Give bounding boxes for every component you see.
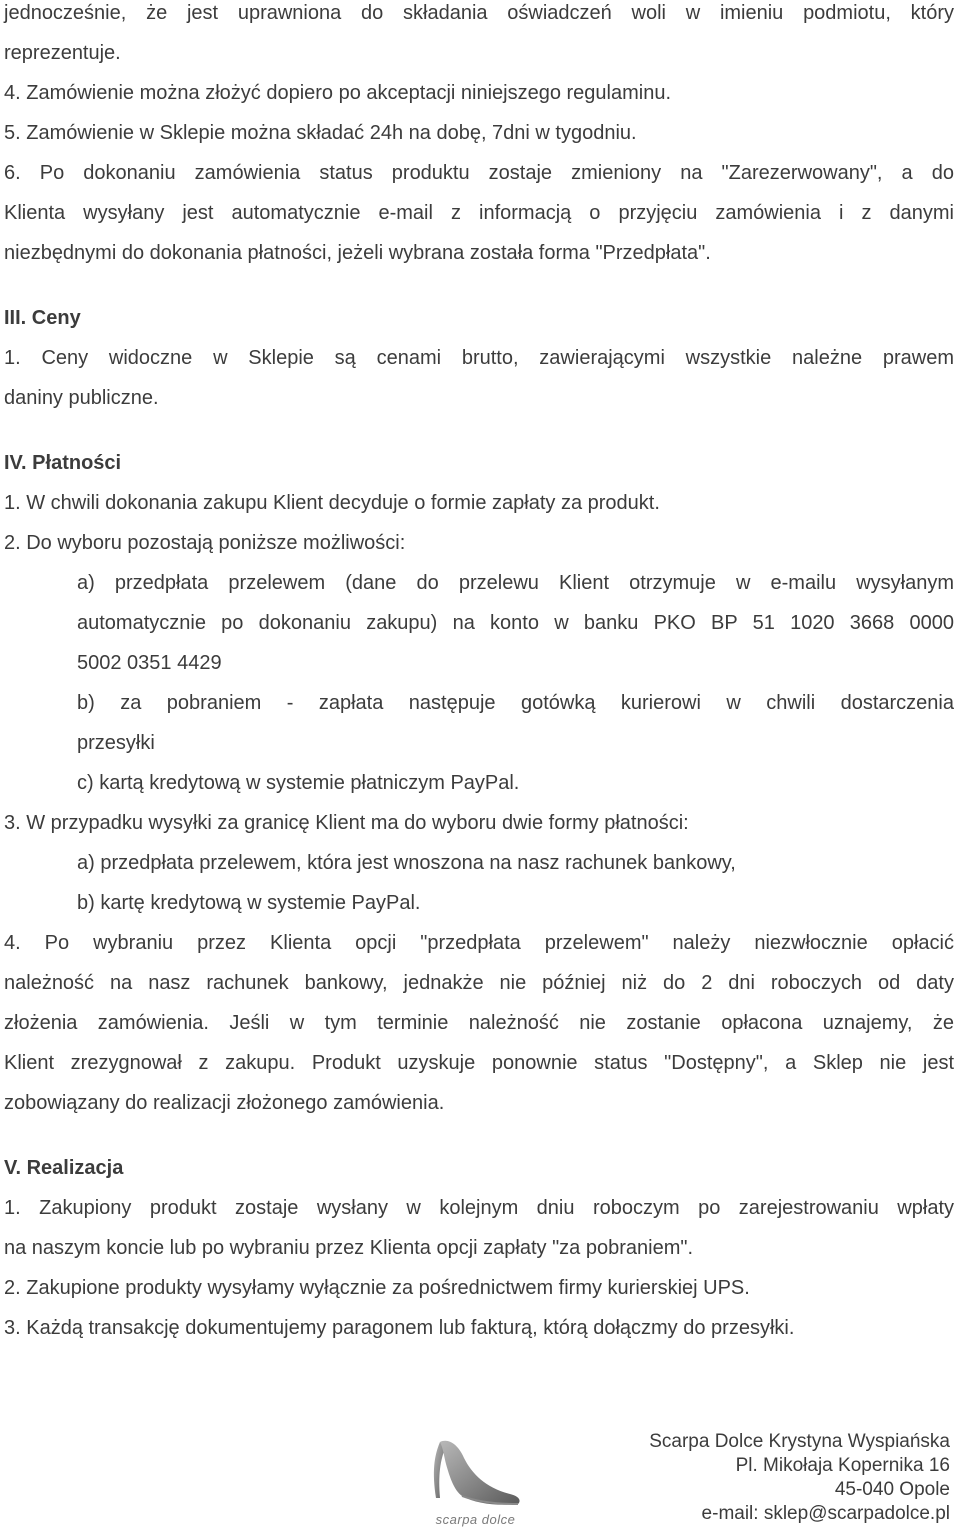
paragraph-line: daniny publiczne. <box>4 387 159 409</box>
section-heading-ceny: III. Ceny <box>4 307 81 329</box>
list-item-2: 2. Zakupione produkty wysyłamy wyłącznie za pośrednictwem firmy kurierskiej UPS. <box>4 1277 750 1299</box>
company-city: 45-040 Opole <box>834 1479 950 1500</box>
paragraph-line: jednocześnie, że jest uprawniona do składania oświadczeń woli w imieniu podmiotu, który <box>4 2 954 24</box>
list-item-1: 1. Ceny widoczne w Sklepie są cenami brutto, zawierającymi wszystkie należne prawem <box>4 347 954 369</box>
paragraph-line: automatycznie po dokonaniu zakupu) na konto w banku PKO BP 51 1020 3668 0000 <box>77 612 954 634</box>
list-item-5: 5. Zamówienie w Sklepie można składać 24h na dobę, 7dni w tygodniu. <box>4 122 637 144</box>
logo-wordmark: scarpa dolce <box>435 1512 516 1527</box>
sub-item-b: b) kartę kredytową w systemie PayPal. <box>77 892 421 914</box>
list-item-2: 2. Do wyboru pozostają poniższe możliwości: <box>4 532 406 554</box>
section-heading-platnosci: IV. Płatności <box>4 452 122 474</box>
paragraph-line: reprezentuje. <box>4 42 121 64</box>
paragraph-line: zobowiązany do realizacji złożonego zamówienia. <box>4 1092 445 1114</box>
sub-item-b: b) za pobraniem - zapłata następuje gotówką kurierowi w chwili dostarczenia <box>77 692 954 714</box>
list-item-1: 1. Zakupiony produkt zostaje wysłany w kolejnym dniu roboczym po zarejestrowaniu wpłaty <box>4 1197 954 1219</box>
list-item-3: 3. W przypadku wysyłki za granicę Klient ma do wyboru dwie formy płatności: <box>4 812 689 834</box>
company-contact <box>649 1430 950 1526</box>
paragraph-line: 5002 0351 4429 <box>77 652 222 674</box>
paragraph-line: złożenia zamówienia. Jeśli w tym terminie należność nie zostanie opłacona uznajemy, że <box>4 1012 954 1034</box>
section-heading-realizacja: V. Realizacja <box>4 1157 124 1179</box>
sub-item-c: c) kartą kredytową w systemie płatniczym PayPal. <box>77 772 520 794</box>
paragraph-line: niezbędnymi do dokonania płatności, jeżeli wybrana została forma "Przedpłata". <box>4 242 711 264</box>
company-street: Pl. Mikołaja Kopernika 16 <box>735 1455 950 1476</box>
list-item-6: 6. Po dokonaniu zamówienia status produktu zostaje zmieniony na "Zarezerwowany", a do <box>4 162 954 184</box>
company-name: Scarpa Dolce Krystyna Wyspiańska <box>649 1431 950 1452</box>
paragraph-line: Klienta wysyłany jest automatycznie e-mail z informacją o przyjęciu zamówienia i z danymi <box>4 202 954 224</box>
list-item-4: 4. Zamówienie można złożyć dopiero po akceptacji niniejszego regulaminu. <box>4 82 672 104</box>
sub-item-a: a) przedpłata przelewem (dane do przelewu Klient otrzymuje w e-mailu wysyłanym <box>77 572 954 594</box>
high-heel-shoe-icon <box>418 1434 533 1514</box>
paragraph-line: na naszym koncie lub po wybraniu przez Klienta opcji zapłaty "za pobraniem". <box>4 1237 694 1259</box>
paragraph-line: Klient zrezygnował z zakupu. Produkt uzyskuje ponownie status "Dostępny", a Sklep nie jest <box>4 1052 954 1074</box>
list-item-3: 3. Każdą transakcję dokumentujemy paragonem lub fakturą, którą dołączmy do przesyłki. <box>4 1317 795 1339</box>
paragraph-line: należność na nasz rachunek bankowy, jednakże nie później niż do 2 dni roboczych od daty <box>4 972 954 994</box>
list-item-1: 1. W chwili dokonania zakupu Klient decyduje o formie zapłaty za produkt. <box>4 492 660 514</box>
list-item-4: 4. Po wybraniu przez Klienta opcji "przedpłata przelewem" należy niezwłocznie opłacić <box>4 932 954 954</box>
company-email: e-mail: sklep@scarpadolce.pl <box>701 1503 950 1524</box>
sub-item-a: a) przedpłata przelewem, która jest wnoszona na nasz rachunek bankowy, <box>77 852 736 874</box>
paragraph-line: przesyłki <box>77 732 155 754</box>
scarpa-dolce-logo <box>418 1434 533 1532</box>
